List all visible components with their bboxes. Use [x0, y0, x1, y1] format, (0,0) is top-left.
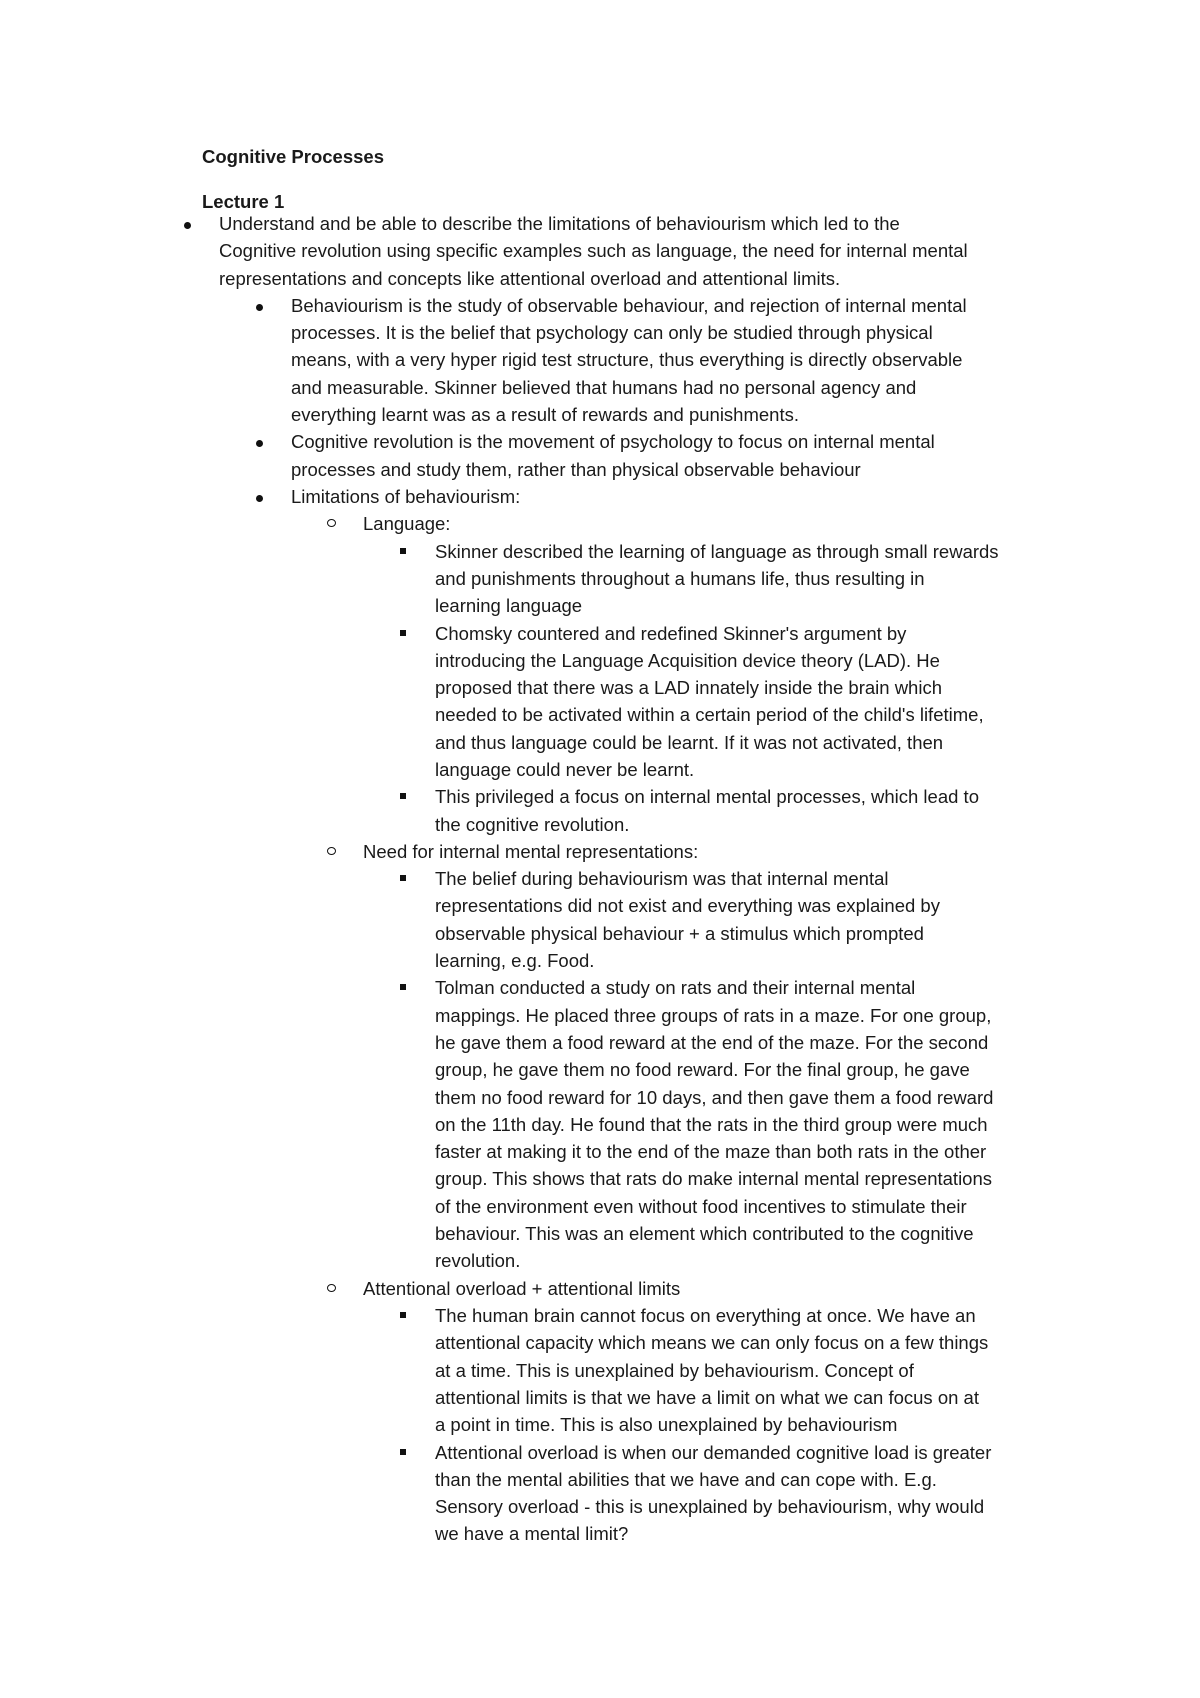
text-line: behaviour. This was an element which contributed to the cognitive	[435, 1223, 974, 1245]
text-line: means, with a very hyper rigid test structure, thus everything is directly observable	[291, 349, 963, 371]
circle-bullet-icon	[327, 519, 336, 527]
outline-point	[291, 292, 967, 428]
square-bullet-icon	[400, 875, 406, 881]
outline-detail	[435, 865, 940, 974]
text-line: Cognitive revolution using specific examples such as language, the need for internal mental	[219, 240, 968, 262]
text-line: Attentional overload + attentional limits	[363, 1277, 681, 1299]
text-line: than the mental abilities that we have and can cope with. E.g.	[435, 1468, 937, 1490]
text-line: proposed that there was a LAD innately inside the brain which	[435, 677, 942, 699]
text-line: Chomsky countered and redefined Skinner's argument by	[435, 622, 907, 644]
text-line: on the 11th day. He found that the rats in the third group were much	[435, 1113, 988, 1135]
outline-point	[291, 483, 520, 510]
text-line: Understand and be able to describe the limitations of behaviourism which led to the	[219, 213, 900, 234]
text-line: Sensory overload - this is unexplained by behaviourism, why would	[435, 1496, 985, 1518]
text-line: a point in time. This is also unexplained by behaviourism	[435, 1414, 898, 1436]
text-line: and thus language could be learnt. If it was not activated, then	[435, 731, 944, 753]
text-line: attentional capacity which means we can only focus on a few things	[435, 1332, 989, 1354]
text-line: observable physical behaviour + a stimulus which prompted	[435, 922, 924, 944]
text-line: mappings. He placed three groups of rats in a maze. For one group,	[435, 1004, 992, 1026]
outline-detail	[435, 538, 999, 620]
text-line: needed to be activated within a certain period of the child's lifetime,	[435, 704, 984, 726]
text-line: we have a mental limit?	[435, 1523, 629, 1545]
text-line: representations and concepts like attentional overload and attentional limits.	[219, 267, 841, 289]
text-line: them no food reward for 10 days, and then gave them a food reward	[435, 1086, 994, 1108]
text-line: processes and study them, rather than physical observable behaviour	[291, 458, 861, 480]
outline-detail	[435, 1302, 988, 1438]
circle-bullet-icon	[327, 1284, 336, 1292]
text-line: at a time. This is unexplained by behaviourism. Concept of	[435, 1359, 914, 1381]
text-line: Need for internal mental representations:	[363, 840, 699, 862]
square-bullet-icon	[400, 1312, 406, 1318]
text-line: Cognitive revolution is the movement of psychology to focus on internal mental	[291, 431, 935, 453]
text-line: representations did not exist and everything was explained by	[435, 895, 940, 917]
outline-subpoint	[363, 510, 450, 537]
square-bullet-icon	[400, 548, 406, 554]
text-line: Limitations of behaviourism:	[291, 486, 521, 507]
text-line: introducing the Language Acquisition device theory (LAD). He	[435, 649, 940, 671]
text-line: and measurable. Skinner believed that humans had no personal agency and	[291, 376, 917, 398]
document-title: Cognitive Processes	[202, 146, 384, 167]
text-line: revolution.	[435, 1250, 521, 1272]
text-line: The human brain cannot focus on everything at once. We have an	[435, 1305, 976, 1326]
disc-bullet-icon	[256, 440, 263, 447]
outline-detail	[435, 620, 984, 784]
outline-detail	[435, 1439, 991, 1548]
text-line: language could never be learnt.	[435, 758, 695, 780]
text-line: Tolman conducted a study on rats and their internal mental	[435, 977, 916, 999]
text-line: Behaviourism is the study of observable behaviour, and rejection of internal mental	[291, 294, 967, 316]
text-line: everything learnt was as a result of rewards and punishments.	[291, 404, 799, 426]
text-line: and punishments throughout a humans life, thus resulting in	[435, 567, 925, 589]
text-line: of the environment even without food incentives to stimulate their	[435, 1195, 967, 1217]
text-line: group. This shows that rats do make internal mental representations	[435, 1168, 993, 1190]
text-line: learning, e.g. Food.	[435, 950, 595, 972]
square-bullet-icon	[400, 1449, 406, 1455]
square-bullet-icon	[400, 984, 406, 990]
text-line: learning language	[435, 595, 583, 617]
outline-detail	[435, 783, 979, 838]
text-line: Skinner described the learning of language as through small rewards	[435, 540, 999, 562]
text-line: Attentional overload is when our demanded cognitive load is greater	[435, 1441, 992, 1463]
text-line: This privileged a focus on internal mental processes, which lead to	[435, 786, 979, 808]
text-line: the cognitive revolution.	[435, 813, 630, 835]
disc-bullet-icon	[256, 495, 263, 502]
square-bullet-icon	[400, 630, 406, 636]
text-line: he gave them a food reward at the end of the maze. For the second	[435, 1031, 989, 1053]
text-line: group, he gave them no food reward. For the final group, he gave	[435, 1059, 970, 1081]
text-line: attentional limits is that we have a limit on what we can focus on at	[435, 1386, 979, 1408]
disc-bullet-icon	[184, 222, 191, 229]
text-line: faster at making it to the end of the maze than both rats in the other	[435, 1141, 987, 1163]
disc-bullet-icon	[256, 304, 263, 311]
circle-bullet-icon	[327, 847, 336, 855]
outline-detail	[435, 974, 993, 1274]
outline-subpoint	[363, 1275, 680, 1302]
outline-point	[291, 428, 935, 483]
square-bullet-icon	[400, 793, 406, 799]
lecture-heading: Lecture 1	[202, 191, 285, 212]
text-line: The belief during behaviourism was that internal mental	[435, 868, 889, 890]
outline-subpoint	[363, 838, 698, 865]
text-line: Language:	[363, 513, 451, 535]
text-line: processes. It is the belief that psychology can only be studied through physical	[291, 322, 933, 344]
objective-item	[219, 210, 968, 292]
